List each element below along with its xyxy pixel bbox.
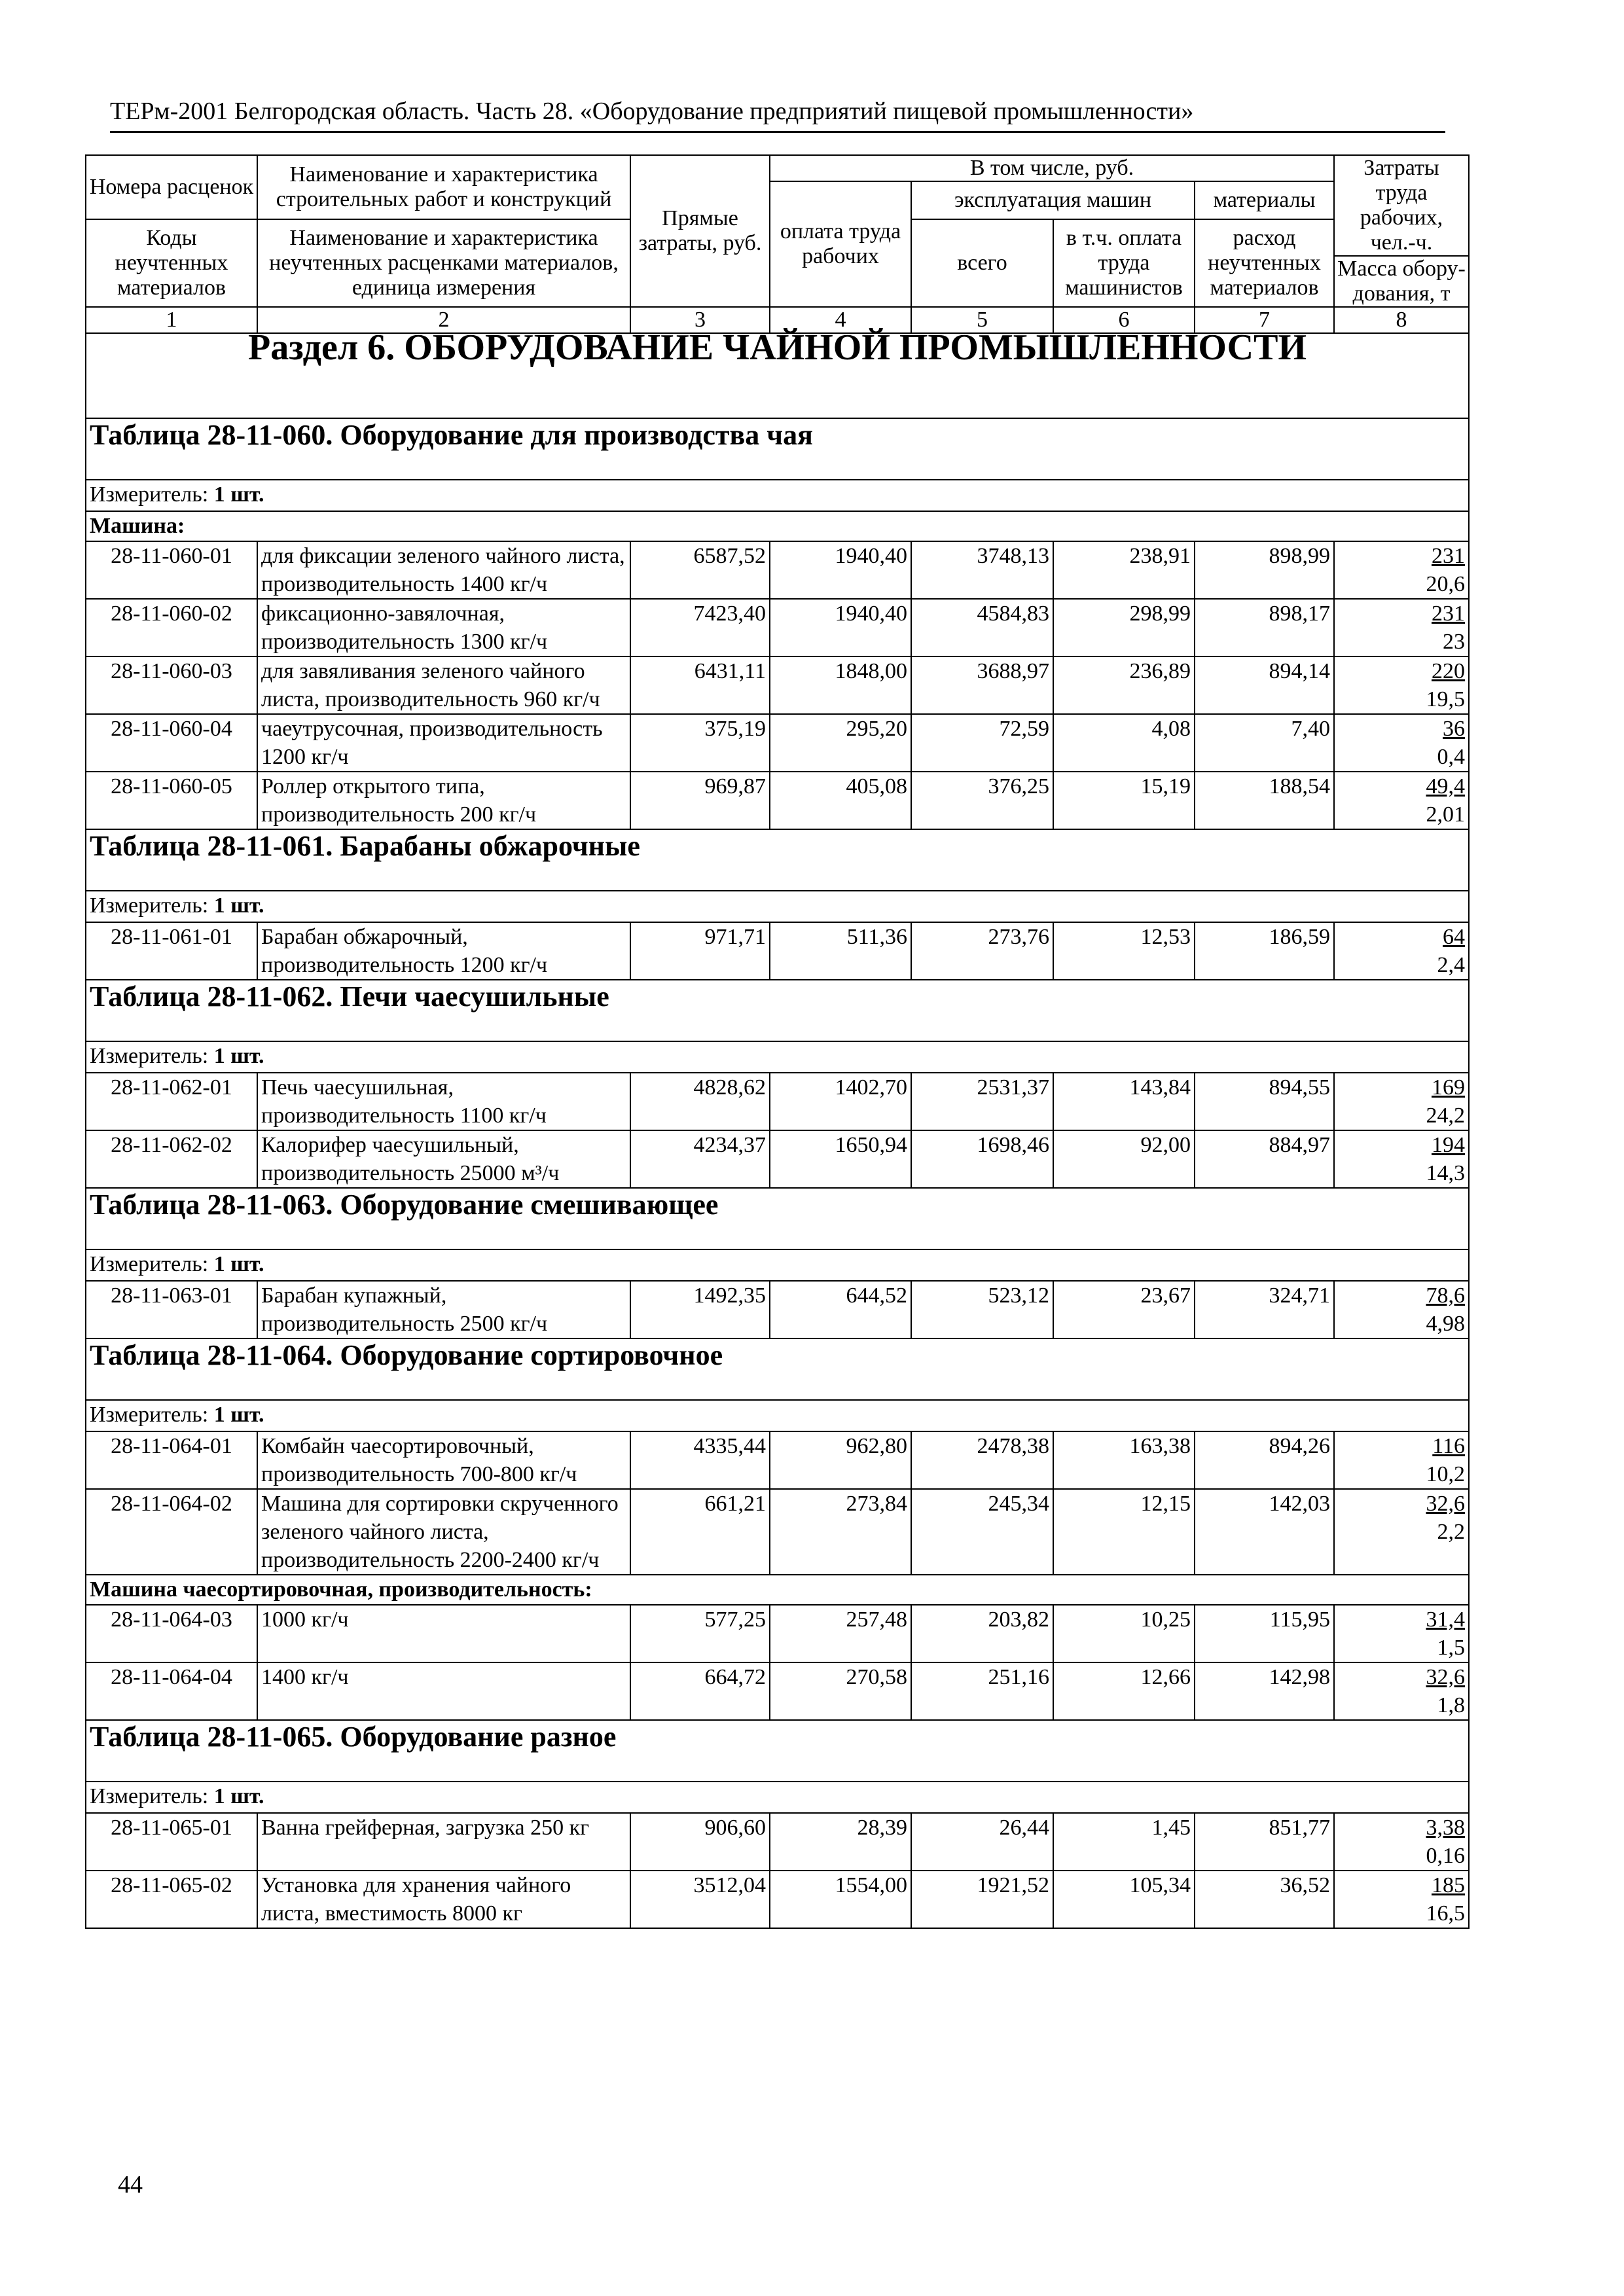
materials-cost: 898,17 (1195, 599, 1334, 656)
labor-cost: 257,48 (770, 1605, 911, 1662)
meter-line (86, 1400, 1469, 1431)
rate-name-text: для завяливания зеленого чайного листа, производительность 960 кг/ч (261, 659, 600, 711)
meter-label: Измеритель: (90, 1252, 214, 1276)
col-num: 5 (911, 307, 1053, 333)
machines-total: 3688,97 (911, 656, 1053, 714)
labor-cost: 1848,00 (770, 656, 911, 714)
materials-cost: 851,77 (1195, 1813, 1334, 1871)
table-body (86, 327, 1469, 1928)
direct-cost: 6587,52 (630, 541, 770, 599)
rate-name: Комбайн чаесортировочный, производительность 700-800 кг/ч (257, 1431, 630, 1489)
materials-cost: 186,59 (1195, 922, 1334, 980)
table-title: Таблица 28-11-063. Оборудование смешивающее (86, 1188, 1469, 1249)
rate-code: 28-11-061-01 (86, 922, 257, 980)
meter-row (86, 1041, 1469, 1073)
rate-code: 28-11-064-04 (86, 1662, 257, 1720)
rate-name: Калорифер чаесушильный, производительность 25000 м³/ч (257, 1130, 630, 1188)
col-7-header: расход неучтенных материалов (1195, 219, 1334, 307)
meter-value: 1 шт. (213, 893, 264, 918)
labor-mass-cell (1334, 656, 1469, 714)
table-row (86, 1073, 1469, 1130)
materials-cost: 894,14 (1195, 656, 1334, 714)
rate-code: 28-11-064-01 (86, 1431, 257, 1489)
rate-code: 28-11-060-05 (86, 772, 257, 829)
table-title-row (86, 1188, 1469, 1249)
direct-cost: 664,72 (630, 1662, 770, 1720)
rate-code: 28-11-065-01 (86, 1813, 257, 1871)
meter-line (86, 1041, 1469, 1073)
table-title: Таблица 28-11-062. Печи чаесушильные (86, 980, 1469, 1041)
materials-cost: 188,54 (1195, 772, 1334, 829)
table-title: Таблица 28-11-061. Барабаны обжарочные (86, 829, 1469, 891)
direct-cost: 906,60 (630, 1813, 770, 1871)
meter-label: Измеритель: (90, 482, 214, 507)
col-num: 1 (86, 307, 257, 333)
machinist-labor: 163,38 (1053, 1431, 1195, 1489)
materials-cost: 884,97 (1195, 1130, 1334, 1188)
labor-hours: 194 (1432, 1133, 1465, 1157)
direct-cost: 4335,44 (630, 1431, 770, 1489)
group-heading: Машина: (86, 511, 1469, 541)
labor-hours: 3,38 (1426, 1816, 1465, 1840)
col-8-top: Затраты труда рабочих, чел.-ч. (1334, 155, 1469, 256)
materials-cost: 115,95 (1195, 1605, 1334, 1662)
table-row (86, 1431, 1469, 1489)
table-title-row (86, 418, 1469, 480)
machinist-labor: 4,08 (1053, 714, 1195, 772)
rate-code: 28-11-062-01 (86, 1073, 257, 1130)
direct-cost: 661,21 (630, 1489, 770, 1575)
labor-hours: 36 (1443, 717, 1465, 741)
meter-value: 1 шт. (213, 1403, 264, 1427)
labor-cost: 1940,40 (770, 541, 911, 599)
labor-cost: 295,20 (770, 714, 911, 772)
machines-total: 1921,52 (911, 1871, 1053, 1928)
labor-mass-cell (1334, 1281, 1469, 1338)
labor-hours: 32,6 (1426, 1492, 1465, 1516)
rate-name: Барабан купажный, производительность 2500 кг/ч (257, 1281, 630, 1338)
labor-cost: 962,80 (770, 1431, 911, 1489)
meter-line (86, 1782, 1469, 1813)
meter-value: 1 шт. (213, 1784, 264, 1808)
table-header (86, 155, 1469, 333)
rate-name: Барабан обжарочный, производительность 1200 кг/ч (257, 922, 630, 980)
col-num: 8 (1334, 307, 1469, 333)
col-3-header: Прямые затраты, руб. (630, 155, 770, 307)
labor-hours: 32,6 (1426, 1665, 1465, 1689)
machines-total: 273,76 (911, 922, 1053, 980)
col-num: 3 (630, 307, 770, 333)
meter-label: Измеритель: (90, 1044, 214, 1068)
rate-code: 28-11-064-03 (86, 1605, 257, 1662)
machines-total: 26,44 (911, 1813, 1053, 1871)
meter-line (86, 1249, 1469, 1281)
col-4-header: оплата труда рабочих (770, 181, 911, 307)
labor-hours: 231 (1432, 601, 1465, 626)
machinist-labor: 236,89 (1053, 656, 1195, 714)
table-row (86, 599, 1469, 656)
labor-mass-cell (1334, 1813, 1469, 1871)
machinist-labor: 12,53 (1053, 922, 1195, 980)
meter-value: 1 шт. (213, 1252, 264, 1276)
table-row (86, 772, 1469, 829)
labor-mass-cell (1334, 772, 1469, 829)
labor-hours: 169 (1432, 1075, 1465, 1100)
labor-cost: 644,52 (770, 1281, 911, 1338)
labor-mass-cell (1334, 1489, 1469, 1575)
direct-cost: 6431,11 (630, 656, 770, 714)
machinist-labor: 12,15 (1053, 1489, 1195, 1575)
materials-cost: 142,98 (1195, 1662, 1334, 1720)
labor-cost: 1402,70 (770, 1073, 911, 1130)
table-row (86, 1871, 1469, 1928)
machines-header: эксплуатация машин (911, 181, 1195, 219)
equipment-mass: 2,2 (1437, 1520, 1465, 1544)
table-row (86, 1813, 1469, 1871)
labor-hours: 31,4 (1426, 1607, 1465, 1632)
meter-label: Измеритель: (90, 1403, 214, 1427)
labor-mass-cell (1334, 1073, 1469, 1130)
machines-total: 3748,13 (911, 541, 1053, 599)
table-title: Таблица 28-11-060. Оборудование для производства чая (86, 418, 1469, 480)
materials-header: материалы (1195, 181, 1334, 219)
machines-total: 245,34 (911, 1489, 1053, 1575)
col-num: 7 (1195, 307, 1334, 333)
equipment-mass: 20,6 (1426, 572, 1465, 596)
labor-cost: 1650,94 (770, 1130, 911, 1188)
rate-name-text: 1400 кг/ч (261, 1665, 349, 1689)
machinist-labor: 105,34 (1053, 1871, 1195, 1928)
rate-name (257, 656, 630, 714)
table-row (86, 541, 1469, 599)
rate-name-text: 1000 кг/ч (261, 1607, 349, 1632)
machinist-labor: 1,45 (1053, 1813, 1195, 1871)
direct-cost: 375,19 (630, 714, 770, 772)
col-num: 2 (257, 307, 630, 333)
meter-line (86, 891, 1469, 922)
table-title-row (86, 1338, 1469, 1400)
table-row (86, 1662, 1469, 1720)
labor-cost: 511,36 (770, 922, 911, 980)
rate-code: 28-11-060-03 (86, 656, 257, 714)
labor-cost: 1554,00 (770, 1871, 911, 1928)
materials-cost: 36,52 (1195, 1871, 1334, 1928)
table-row (86, 656, 1469, 714)
labor-cost: 270,58 (770, 1662, 911, 1720)
labor-hours: 231 (1432, 544, 1465, 568)
rate-name: Ванна грейферная, загрузка 250 кг (257, 1813, 630, 1871)
machines-total: 4584,83 (911, 599, 1053, 656)
table-title: Таблица 28-11-064. Оборудование сортировочное (86, 1338, 1469, 1400)
materials-cost: 894,55 (1195, 1073, 1334, 1130)
direct-cost: 3512,04 (630, 1871, 770, 1928)
labor-hours: 220 (1432, 659, 1465, 683)
direct-cost: 4828,62 (630, 1073, 770, 1130)
direct-cost: 4234,37 (630, 1130, 770, 1188)
materials-cost: 142,03 (1195, 1489, 1334, 1575)
materials-cost: 894,26 (1195, 1431, 1334, 1489)
labor-mass-cell (1334, 1605, 1469, 1662)
labor-mass-cell (1334, 541, 1469, 599)
labor-mass-cell (1334, 599, 1469, 656)
rate-code: 28-11-065-02 (86, 1871, 257, 1928)
machines-total: 2531,37 (911, 1073, 1053, 1130)
table-row (86, 1489, 1469, 1575)
machines-total: 523,12 (911, 1281, 1053, 1338)
labor-mass-cell (1334, 714, 1469, 772)
col-6-header: в т.ч. оплата труда машинистов (1053, 219, 1195, 307)
table-row (86, 922, 1469, 980)
rate-name (257, 541, 630, 599)
machines-total: 203,82 (911, 1605, 1053, 1662)
rates-table (85, 154, 1470, 1929)
labor-cost: 28,39 (770, 1813, 911, 1871)
direct-cost: 969,87 (630, 772, 770, 829)
equipment-mass: 24,2 (1426, 1103, 1465, 1128)
machinist-labor: 15,19 (1053, 772, 1195, 829)
meter-row (86, 891, 1469, 922)
machinist-labor: 143,84 (1053, 1073, 1195, 1130)
meter-value: 1 шт. (213, 482, 264, 507)
col-5-header: всего (911, 219, 1053, 307)
col-num: 6 (1053, 307, 1195, 333)
equipment-mass: 23 (1443, 630, 1465, 654)
direct-cost: 577,25 (630, 1605, 770, 1662)
table-row (86, 714, 1469, 772)
table-row (86, 1130, 1469, 1188)
incl-header: В том числе, руб. (770, 155, 1334, 181)
materials-cost: 7,40 (1195, 714, 1334, 772)
rate-code: 28-11-063-01 (86, 1281, 257, 1338)
labor-mass-cell (1334, 1662, 1469, 1720)
labor-hours: 49,4 (1426, 774, 1465, 798)
rate-code: 28-11-060-04 (86, 714, 257, 772)
page-number: 44 (118, 2171, 143, 2198)
labor-cost: 273,84 (770, 1489, 911, 1575)
rate-name: Установка для хранения чайного листа, вместимость 8000 кг (257, 1871, 630, 1928)
equipment-mass: 19,5 (1426, 687, 1465, 711)
table-title-row (86, 829, 1469, 891)
section-title: Раздел 6. ОБОРУДОВАНИЕ ЧАЙНОЙ ПРОМЫШЛЕННОСТИ (86, 333, 1469, 418)
machinist-labor: 92,00 (1053, 1130, 1195, 1188)
rate-code: 28-11-060-01 (86, 541, 257, 599)
rate-name-text: фиксационно-завялочная, производительность 1300 кг/ч (261, 601, 548, 654)
equipment-mass: 1,5 (1437, 1636, 1465, 1660)
direct-cost: 7423,40 (630, 599, 770, 656)
materials-cost: 324,71 (1195, 1281, 1334, 1338)
machines-total: 251,16 (911, 1662, 1053, 1720)
machinist-labor: 238,91 (1053, 541, 1195, 599)
col-2-bottom: Наименование и характеристика неучтенных расценками материалов, единица измерения (257, 219, 630, 307)
equipment-mass: 1,8 (1437, 1693, 1465, 1717)
meter-row (86, 1782, 1469, 1813)
equipment-mass: 2,4 (1437, 953, 1465, 977)
rate-name (257, 1662, 630, 1720)
equipment-mass: 10,2 (1426, 1462, 1465, 1486)
equipment-mass: 14,3 (1426, 1161, 1465, 1185)
col-1-top: Номера расценок (86, 155, 257, 219)
table-title-row (86, 980, 1469, 1041)
meter-line (86, 480, 1469, 511)
equipment-mass: 16,5 (1426, 1901, 1465, 1926)
col-8-bottom: Масса обору-дования, т (1334, 256, 1469, 307)
running-header: ТЕРм-2001 Белгородская область. Часть 28. «Оборудование предприятий пищевой промышленности» (110, 97, 1445, 133)
labor-hours: 78,6 (1426, 1283, 1465, 1308)
labor-hours: 64 (1443, 925, 1465, 949)
labor-cost: 1940,40 (770, 599, 911, 656)
machinist-labor: 298,99 (1053, 599, 1195, 656)
meter-row (86, 480, 1469, 511)
labor-mass-cell (1334, 1431, 1469, 1489)
rate-name: Печь чаесушильная, производительность 1100 кг/ч (257, 1073, 630, 1130)
labor-mass-cell (1334, 1871, 1469, 1928)
table-title: Таблица 28-11-065. Оборудование разное (86, 1720, 1469, 1782)
meter-row (86, 1249, 1469, 1281)
equipment-mass: 2,01 (1426, 802, 1465, 827)
labor-mass-cell (1334, 1130, 1469, 1188)
rate-code: 28-11-062-02 (86, 1130, 257, 1188)
rate-name-text: для фиксации зеленого чайного листа, производительность 1400 кг/ч (261, 544, 625, 596)
col-1-bottom: Коды неучтенных материалов (86, 219, 257, 307)
rate-name (257, 1605, 630, 1662)
machines-total: 1698,46 (911, 1130, 1053, 1188)
meter-label: Измеритель: (90, 893, 214, 918)
group-row (86, 1575, 1469, 1605)
machinist-labor: 12,66 (1053, 1662, 1195, 1720)
meter-value: 1 шт. (213, 1044, 264, 1068)
machinist-labor: 10,25 (1053, 1605, 1195, 1662)
group-heading: Машина чаесортировочная, производительность: (86, 1575, 1469, 1605)
machines-total: 72,59 (911, 714, 1053, 772)
machines-total: 2478,38 (911, 1431, 1053, 1489)
table-title-row (86, 1720, 1469, 1782)
equipment-mass: 0,16 (1426, 1844, 1465, 1868)
rate-name: Роллер открытого типа, производительность 200 кг/ч (257, 772, 630, 829)
rate-name (257, 599, 630, 656)
table-row (86, 1281, 1469, 1338)
rate-name: Машина для сортировки скрученного зеленого чайного листа, производительность 2200-2400 кг/ч (257, 1489, 630, 1575)
table-row (86, 1605, 1469, 1662)
labor-hours: 116 (1432, 1434, 1465, 1458)
direct-cost: 971,71 (630, 922, 770, 980)
rate-code: 28-11-064-02 (86, 1489, 257, 1575)
meter-label: Измеритель: (90, 1784, 214, 1808)
col-num: 4 (770, 307, 911, 333)
materials-cost: 898,99 (1195, 541, 1334, 599)
group-row (86, 511, 1469, 541)
col-2-top: Наименование и характеристика строительных работ и конструкций (257, 155, 630, 219)
labor-hours: 185 (1432, 1873, 1465, 1897)
meter-row (86, 1400, 1469, 1431)
rate-name (257, 714, 630, 772)
labor-mass-cell (1334, 922, 1469, 980)
rate-code: 28-11-060-02 (86, 599, 257, 656)
equipment-mass: 0,4 (1437, 745, 1465, 769)
rate-name-text: чаеутрусочная, производительность 1200 кг/ч (261, 717, 603, 769)
direct-cost: 1492,35 (630, 1281, 770, 1338)
equipment-mass: 4,98 (1426, 1312, 1465, 1336)
labor-cost: 405,08 (770, 772, 911, 829)
machines-total: 376,25 (911, 772, 1053, 829)
machinist-labor: 23,67 (1053, 1281, 1195, 1338)
